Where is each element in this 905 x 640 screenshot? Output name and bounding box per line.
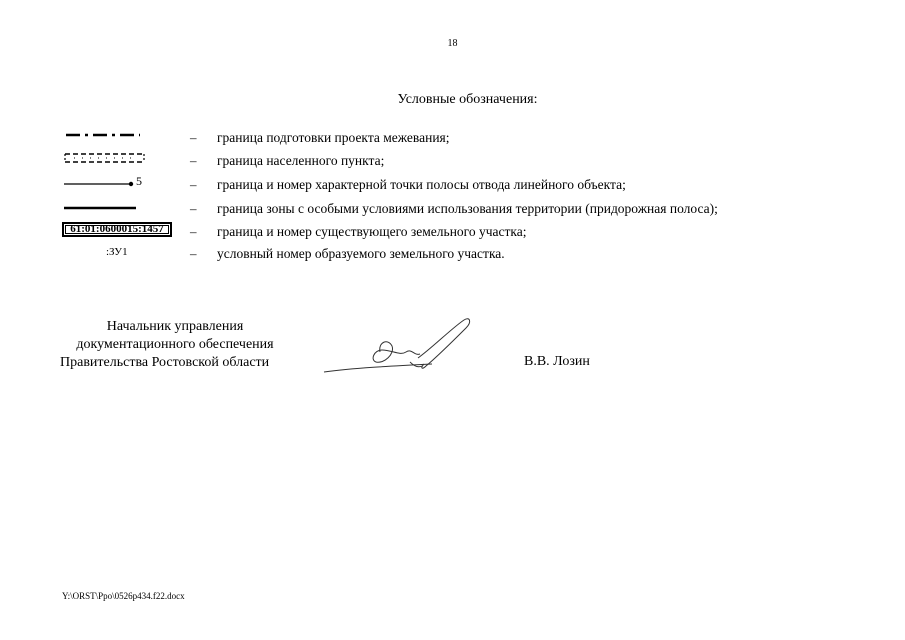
legend-title: Условные обозначения: bbox=[397, 92, 538, 107]
legend-row-new-parcel bbox=[0, 243, 905, 265]
legend-description: граница населенного пункта; bbox=[217, 153, 385, 168]
signer-position-line: Правительства Ростовской области bbox=[60, 355, 270, 370]
line-with-point-symbol bbox=[62, 174, 182, 196]
solid-thick-line-symbol bbox=[62, 198, 182, 220]
legend-row-existing-parcel bbox=[0, 221, 905, 243]
legend-dash: – bbox=[190, 130, 197, 145]
handwritten-signature bbox=[322, 312, 482, 382]
dashed-band-symbol bbox=[62, 150, 182, 172]
legend-dash: – bbox=[190, 201, 197, 216]
dash-dot-line-symbol bbox=[62, 127, 182, 149]
legend-dash: – bbox=[190, 177, 197, 192]
legend-description: граница зоны с особыми условиями использования территории (придорожная полоса); bbox=[217, 201, 718, 216]
legend-description: граница и номер характерной точки полосы отвода линейного объекта; bbox=[217, 177, 626, 192]
page-number: 18 bbox=[447, 38, 458, 49]
legend-description: граница подготовки проекта межевания; bbox=[217, 130, 450, 145]
parcel-box-symbol bbox=[62, 221, 182, 243]
legend-dash: – bbox=[190, 246, 197, 261]
legend-dash: – bbox=[190, 153, 197, 168]
signer-name: В.В. Лозин bbox=[524, 354, 590, 369]
signer-position-line: документационного обеспечения bbox=[76, 337, 274, 352]
new-parcel-label: :ЗУ1 bbox=[106, 246, 128, 258]
legend-row-project-boundary bbox=[0, 127, 905, 149]
new-parcel-symbol bbox=[62, 243, 182, 265]
file-path: Y:\ORST\Ppo\0526p434.f22.docx bbox=[62, 591, 185, 601]
legend-row-linear-object-boundary bbox=[0, 174, 905, 196]
legend-description: условный номер образуемого земельного участка. bbox=[217, 246, 505, 261]
legend-dash: – bbox=[190, 224, 197, 239]
signer-position-line: Начальник управления bbox=[106, 319, 244, 334]
parcel-number-box: 61:01:0600015:1457 bbox=[62, 222, 172, 237]
point-number-label: 5 bbox=[136, 174, 142, 188]
legend-row-roadside-zone bbox=[0, 198, 905, 220]
signer-position bbox=[60, 318, 290, 372]
legend-description: граница и номер существующего земельного участка; bbox=[217, 224, 527, 239]
legend-row-settlement-boundary bbox=[0, 150, 905, 172]
